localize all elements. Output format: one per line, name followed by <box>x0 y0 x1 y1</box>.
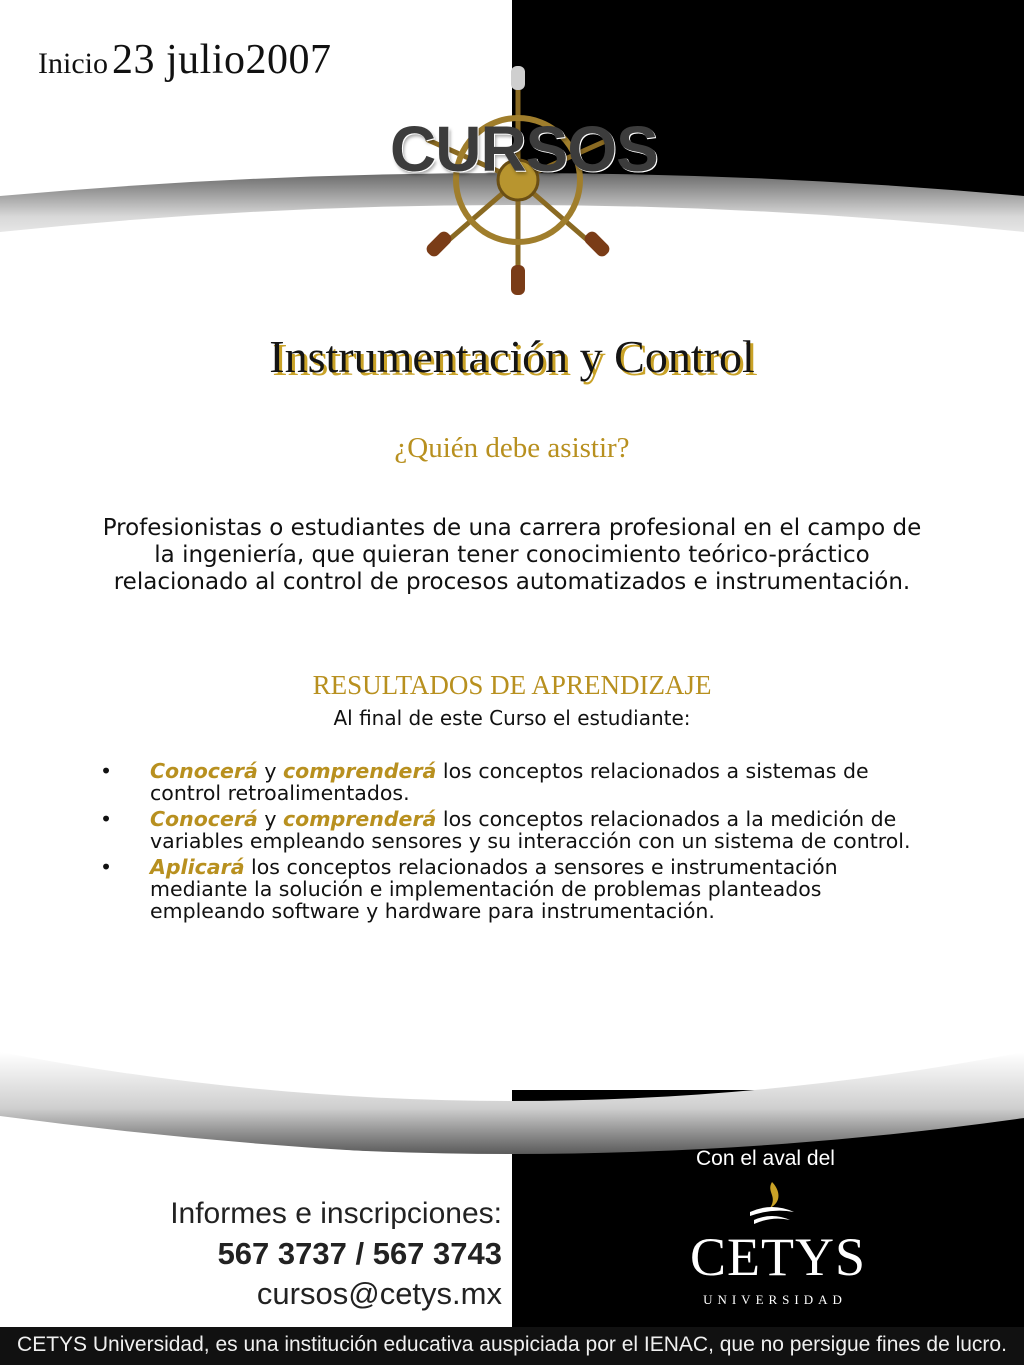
learning-outcomes-list <box>100 760 930 926</box>
flame-icon <box>742 1178 802 1228</box>
highlight-verb: Conocerá <box>150 807 258 831</box>
outcome-text: los conceptos relacionados a sistemas de control retroalimentados. <box>150 759 869 805</box>
who-should-attend-heading: ¿Quién debe asistir? <box>394 432 630 464</box>
cursos-logo: CURSOS <box>390 113 658 185</box>
connector-text: y <box>257 759 283 783</box>
list-item <box>100 808 930 852</box>
highlight-verb: Aplicará <box>150 855 245 879</box>
contact-phones: 567 3737 / 567 3743 <box>217 1236 502 1271</box>
bullet-icon: • <box>100 855 113 879</box>
who-should-attend-text: Profesionistas o estudiantes de una carrera profesional en el campo de la ingeniería, que quieran tener conocimiento teórico-práctico relacionado al control de procesos automatizados e instrumentación. <box>102 515 922 595</box>
bullet-icon: • <box>100 807 113 831</box>
outcome-text: los conceptos relacionados a la medición de variables empleando sensores y su interacción con un sistema de control. <box>150 807 911 853</box>
learning-outcomes-intro: Al final de este Curso el estudiante: <box>333 706 691 730</box>
contact-heading: Informes e inscripciones: <box>170 1197 502 1230</box>
course-title: Instrumentación y Control <box>269 331 755 382</box>
start-label: Inicio <box>38 47 108 80</box>
learning-outcomes-heading: RESULTADOS DE APRENDIZAJE <box>312 670 712 700</box>
contact-email[interactable]: cursos@cetys.mx <box>256 1276 502 1311</box>
bullet-icon: • <box>100 759 113 783</box>
contact-block <box>122 1194 502 1314</box>
start-date-line <box>38 36 332 84</box>
highlight-verb: comprenderá <box>282 759 437 783</box>
cetys-logo-subtitle: UNIVERSIDAD <box>703 1292 847 1307</box>
start-date: 23 julio2007 <box>111 37 332 83</box>
cetys-logo: CETYS <box>690 1227 867 1287</box>
highlight-verb: Conocerá <box>150 759 258 783</box>
outcome-text: los conceptos relacionados a sensores e instrumentación mediante la solución e implementación de problemas planteados empleando software y hardware para instrumentación. <box>150 855 838 923</box>
footer-text: CETYS Universidad, es una institución educativa auspiciada por el IENAC, que no persigue fines de lucro. <box>17 1333 1007 1356</box>
list-item <box>100 760 930 804</box>
endorsement-label: Con el aval del <box>696 1147 835 1170</box>
highlight-verb: comprenderá <box>282 807 437 831</box>
list-item <box>100 856 930 922</box>
connector-text: y <box>257 807 283 831</box>
